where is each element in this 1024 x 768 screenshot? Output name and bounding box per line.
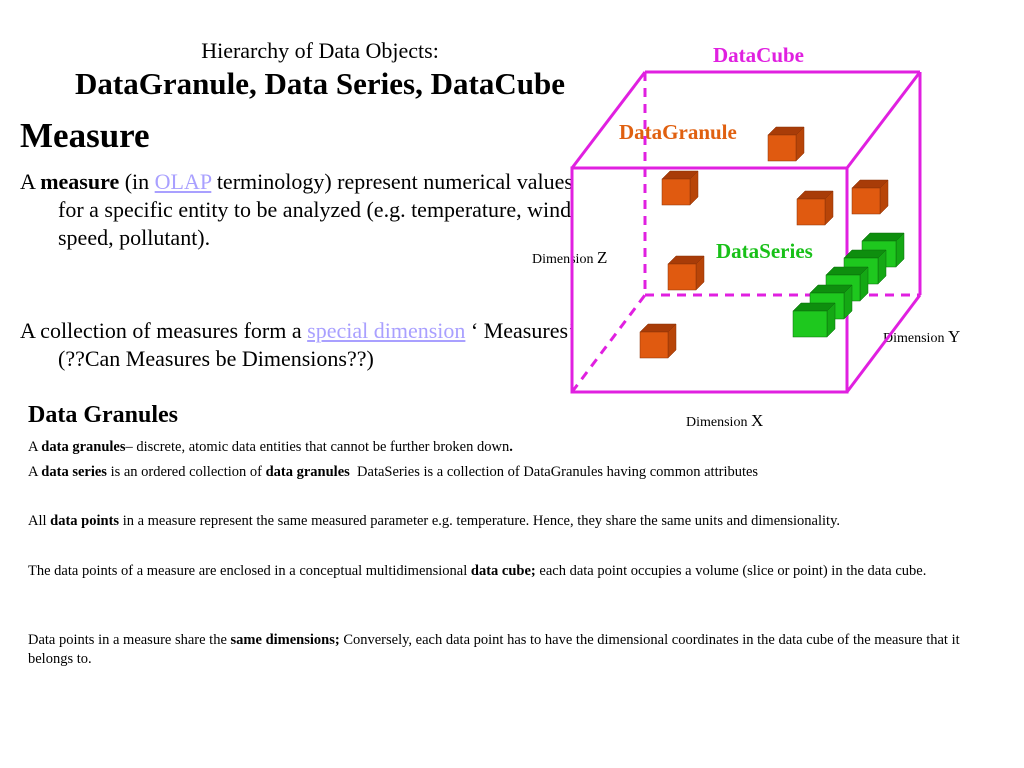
slide-title: DataGranule, Data Series, DataCube (75, 66, 565, 101)
measure-definition: A measure (in OLAP terminology) represent numerical values for a specific entity to be analyzed (e.g. temperature, wind speed, pollutant). (20, 169, 573, 250)
dimension-y-label: Dimension Y (883, 327, 961, 346)
olap-link[interactable]: OLAP (154, 169, 212, 194)
granule-cube (640, 324, 676, 358)
granule-cube (662, 171, 698, 205)
granule-cube (852, 180, 888, 214)
cube-edge (847, 72, 920, 168)
datacube-label: DataCube (713, 43, 805, 67)
dimension-z-label: Dimension Z (532, 248, 608, 267)
dimension-x-label: Dimension X (686, 411, 764, 430)
cube-edge (572, 72, 645, 168)
same-dimensions-text: Data points in a measure share the same dimensions; Conversely, each data point has to have the dimensional coordinates in the data cube of the measure that it belongs to. (28, 632, 960, 667)
datacube-wireframe (572, 72, 920, 392)
datagranule-label: DataGranule (619, 120, 737, 144)
data-cube-text: The data points of a measure are enclosed in a conceptual multidimensional data cube; each data point occupies a volume (slice or point) in the data cube. (28, 563, 927, 579)
data-points-text: All data points in a measure represent the same measured parameter e.g. temperature. Hence, they share the same units and dimensionality. (28, 513, 841, 529)
hierarchy-subtitle: Hierarchy of Data Objects: (201, 38, 439, 63)
series-definition: A data series is an ordered collection of data granules DataSeries is a collection of DataGranules having common attributes (28, 464, 759, 480)
special-dimension-link[interactable]: special dimension (307, 318, 466, 343)
series-cube (793, 303, 835, 337)
cube-edge (847, 295, 920, 392)
granule-definition: A data granules– discrete, atomic data entities that cannot be further broken down. (28, 439, 513, 455)
measure-collection-text: A collection of measures form a special dimension ‘ Measures’ (??Can Measures be Dimensions??) (20, 318, 574, 371)
granule-cube (668, 256, 704, 290)
granule-cube (768, 127, 804, 161)
data-granules-heading: Data Granules (28, 402, 178, 428)
measure-heading: Measure (20, 116, 150, 155)
cube-edge-hidden (572, 295, 645, 392)
dataseries-label: DataSeries (716, 239, 813, 263)
granule-cube (797, 191, 833, 225)
